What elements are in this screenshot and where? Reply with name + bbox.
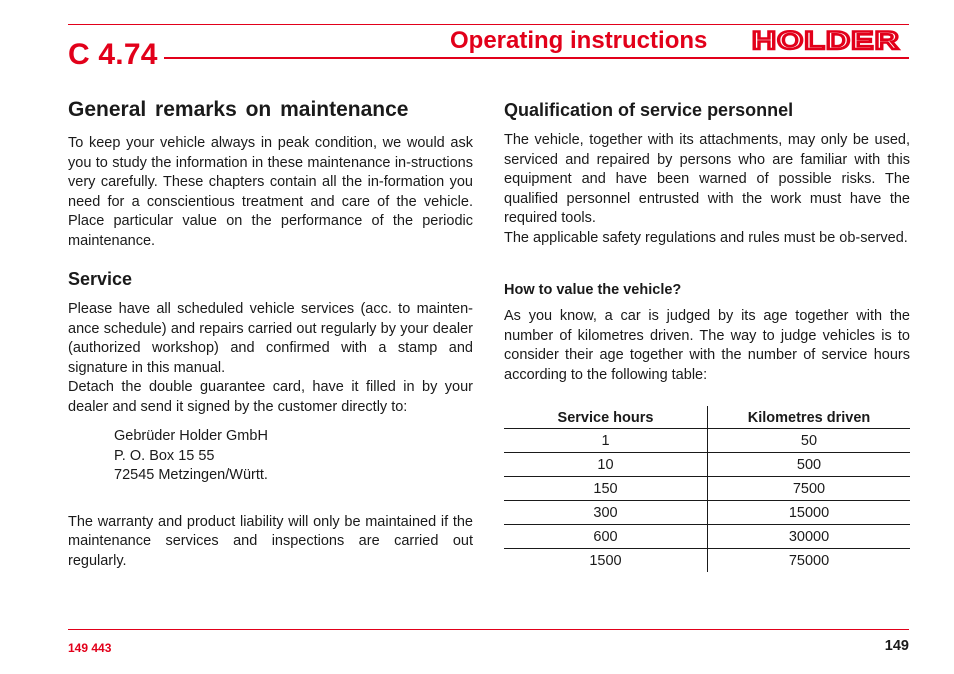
cell-km: 50 bbox=[708, 429, 911, 453]
cell-km: 15000 bbox=[708, 501, 911, 525]
right-column bbox=[504, 94, 910, 572]
address-line: 72545 Metzingen/Württ. bbox=[114, 467, 268, 483]
footer-rule bbox=[68, 629, 909, 630]
header-kilometres: Kilometres driven bbox=[708, 406, 911, 429]
qualification-paragraph-1: The vehicle, together with its attachments, may only be used, serviced and repaired by persons who are familiar with this equipment and have been warned of possible risks. The qualified personnel entrusted with the work must have the required tools. bbox=[504, 132, 910, 226]
service-heading: Service bbox=[68, 269, 133, 289]
holder-logo bbox=[752, 30, 902, 52]
table-row bbox=[504, 501, 910, 525]
service-paragraph-1: Please have all scheduled vehicle services (acc. to mainten-ance schedule) and repairs carried out regularly by your dealer (authorized workshop) and confirmed with a stamp and signature in this manual. bbox=[68, 301, 473, 376]
service-hours-table bbox=[504, 406, 910, 572]
header-rule bbox=[164, 57, 909, 59]
table-row bbox=[504, 525, 910, 549]
service-paragraph-2: Detach the double guarantee card, have it filled in by your dealer and send it signed by the customer directly to: bbox=[68, 379, 473, 415]
header-title: Operating instructions bbox=[450, 27, 708, 54]
header-service-hours: Service hours bbox=[504, 406, 708, 429]
address-line: Gebrüder Holder GmbH bbox=[114, 428, 268, 444]
cell-km: 500 bbox=[708, 453, 911, 477]
header-top-rule bbox=[68, 24, 909, 25]
brand-text: HOLDER bbox=[752, 30, 900, 52]
table-row bbox=[504, 453, 910, 477]
table-row bbox=[504, 429, 910, 453]
cell-hours: 1500 bbox=[504, 549, 708, 573]
cell-hours: 10 bbox=[504, 453, 708, 477]
warranty-paragraph: The warranty and product liability will only be maintained if the maintenance services and inspections are carried out regularly. bbox=[68, 513, 473, 569]
footer-code: 149 443 bbox=[68, 641, 112, 655]
page-number: 149 bbox=[884, 638, 909, 654]
cell-km: 30000 bbox=[708, 525, 911, 549]
main-heading: General remarks on maintenance bbox=[68, 98, 409, 121]
address-block bbox=[114, 427, 473, 486]
left-column bbox=[68, 94, 473, 571]
cell-hours: 300 bbox=[504, 501, 708, 525]
cell-km: 75000 bbox=[788, 553, 830, 569]
value-paragraph: As you know, a car is judged by its age together with the number of kilometres driven. The way to judge vehicles is to consider their age together with the number of service hours according to the following table: bbox=[504, 308, 910, 383]
cell-hours: 1 bbox=[504, 429, 708, 453]
table-row bbox=[504, 477, 910, 501]
value-heading: How to value the vehicle? bbox=[504, 282, 682, 298]
address-line: P. O. Box 15 55 bbox=[114, 447, 215, 464]
qualification-heading: Qualification of service personnel bbox=[504, 100, 794, 120]
section-code: C 4.74 bbox=[68, 38, 158, 71]
intro-paragraph: To keep your vehicle always in peak condition, we would ask you to study the information in these maintenance in-structions very carefully. These chapters contain all the in-formation you need for a conscientious treatment and care of the vehicle. Place particular value on the performance of the periodic maintenance. bbox=[68, 135, 473, 249]
cell-hours: 150 bbox=[504, 477, 708, 501]
cell-hours: 600 bbox=[504, 525, 708, 549]
table-header-row bbox=[504, 406, 910, 429]
table-row bbox=[504, 549, 910, 573]
cell-km: 7500 bbox=[708, 477, 911, 501]
qualification-paragraph-2: The applicable safety regulations and rules must be ob-served. bbox=[504, 229, 908, 246]
